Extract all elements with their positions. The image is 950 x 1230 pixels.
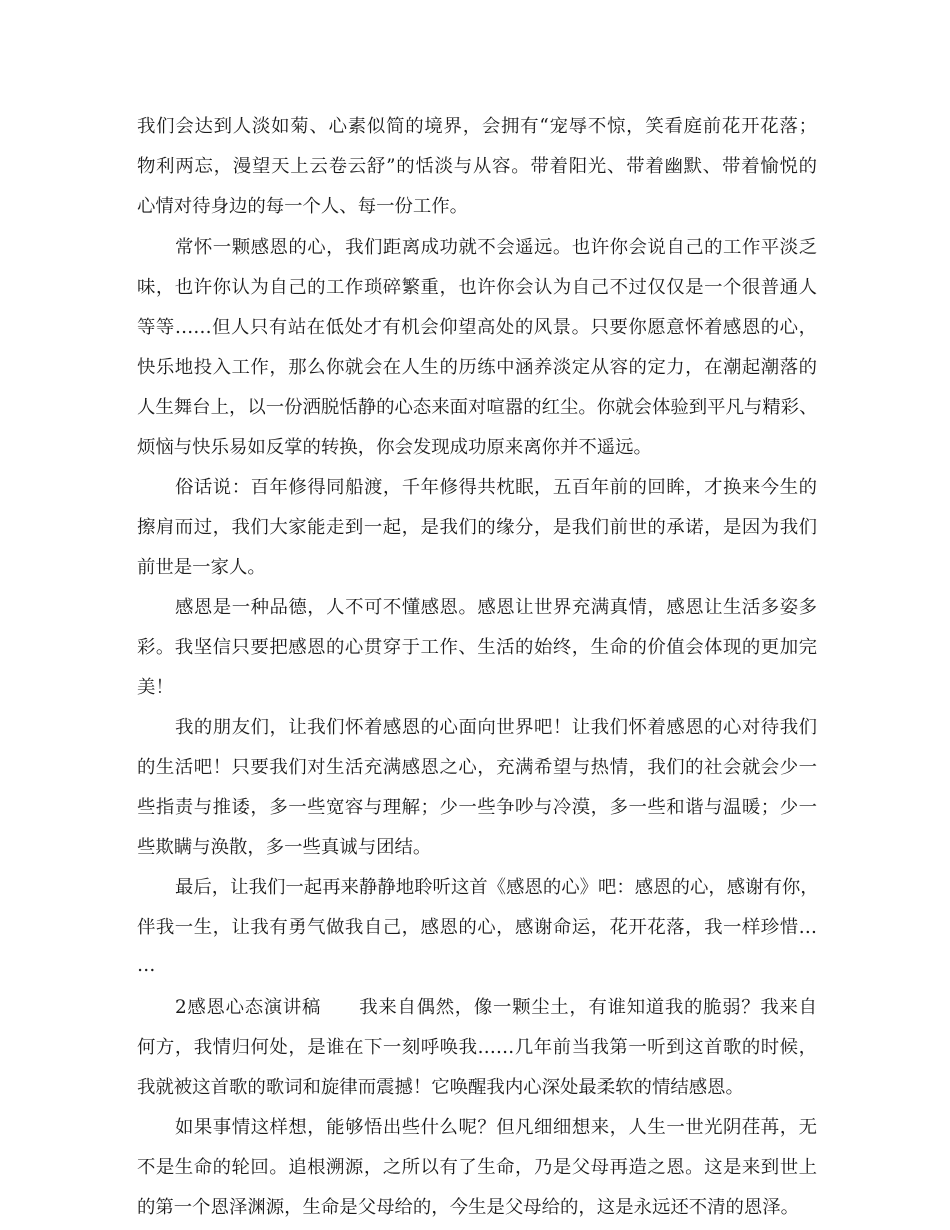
text-line: 烦恼与快乐易如反掌的转换，你会发现成功原来离你并不遥远。 — [137, 437, 652, 458]
text-line: 美！ — [137, 677, 174, 698]
text-line: 何方，我情归何处，是谁在下一刻呼唤我……几年前当我第一听到这首歌的时候， — [137, 1037, 817, 1058]
text-line: 的第一个恩泽渊源，生命是父母给的，今生是父母给的，这是永远还不清的恩泽。 — [137, 1197, 800, 1218]
text-line: 伴我一生，让我有勇气做我自己，感恩的心，感谢命运，花开花落，我一样珍惜… — [137, 917, 817, 938]
text-line: 味，也许你认为自己的工作琐碎繁重，也许你会认为自己不过仅仅是一个很普通人 — [137, 277, 817, 298]
text-line: 感恩是一种品德，人不可不懂感恩。感恩让世界充满真情，感恩让生活多姿多 — [175, 597, 817, 618]
text-line: 俗话说：百年修得同船渡，千年修得共枕眠，五百年前的回眸，才换来今生的 — [175, 477, 817, 498]
text-line: 人生舞台上，以一份洒脱恬静的心态来面对喧嚣的红尘。你就会体验到平凡与精彩、 — [137, 397, 818, 418]
text-line: 等等……但人只有站在低处才有机会仰望高处的风景。只要你愿意怀着感恩的心， — [137, 317, 817, 338]
text-line: 如果事情这样想，能够悟出些什么呢？但凡细细想来，人生一世光阴荏苒，无 — [175, 1117, 817, 1138]
text-line: 我的朋友们，让我们怀着感恩的心面向世界吧！让我们怀着感恩的心对待我们 — [175, 717, 817, 738]
text-line: 彩。我坚信只要把感恩的心贯穿于工作、生活的始终，生命的价值会体现的更加完 — [137, 637, 817, 658]
text-line: 最后，让我们一起再来静静地聆听这首《感恩的心》吧：感恩的心，感谢有你， — [175, 877, 819, 898]
text-line: 的生活吧！只要我们对生活充满感恩之心，充满希望与热情，我们的社会就会少一 — [137, 757, 817, 778]
text-line: 不是生命的轮回。追根溯源，之所以有了生命，乃是父母再造之恩。这是来到世上 — [137, 1157, 817, 1178]
text-line: 我就被这首歌的歌词和旋律而震撼！它唤醒我内心深处最柔软的情结感恩。 — [137, 1077, 744, 1098]
text-line: 心情对待身边的每一个人、每一份工作。 — [137, 196, 469, 217]
text-line: 快乐地投入工作，那么你就会在人生的历练中涵养淡定从容的定力，在潮起潮落的 — [137, 357, 817, 378]
text-line: 常怀一颗感恩的心，我们距离成功就不会遥远。也许你会说自己的工作平淡乏 — [175, 237, 817, 258]
text-line: 擦肩而过，我们大家能走到一起，是我们的缘分，是我们前世的承诺，是因为我们 — [137, 517, 817, 538]
text-line: 些欺瞒与涣散，多一些真诚与团结。 — [137, 837, 432, 858]
text-line: 前世是一家人。 — [137, 557, 266, 578]
text-line: … — [137, 955, 156, 976]
text-line: 2感恩心态演讲稿 我来自偶然，像一颗尘土，有谁知道我的脆弱？我来自 — [175, 997, 817, 1018]
text-line: 些指责与推诿，多一些宽容与理解；少一些争吵与冷漠，多一些和谐与温暖；少一 — [137, 797, 817, 818]
text-line: 我们会达到人淡如菊、心素似简的境界，会拥有“宠辱不惊，笑看庭前花开花落； — [137, 116, 817, 137]
text-line: 物利两忘，漫望天上云卷云舒”的恬淡与从容。带着阳光、带着幽默、带着愉悦的 — [137, 156, 817, 177]
